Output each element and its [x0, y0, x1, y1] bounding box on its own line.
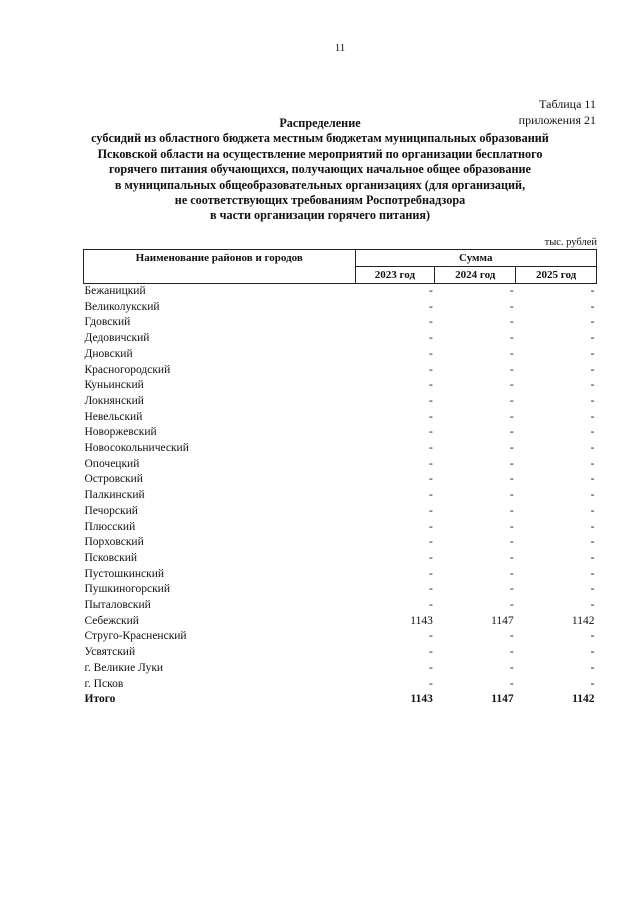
district-name: Плюсский	[84, 520, 136, 533]
amount-2024: -	[509, 300, 514, 313]
district-name: Бежаницкий	[84, 285, 146, 297]
amount-2024: 1147	[491, 693, 514, 706]
table-body	[84, 284, 597, 708]
district-name: Локнянский	[84, 394, 144, 407]
document-title	[60, 116, 580, 224]
amount-2023: -	[428, 394, 433, 407]
amount-2023: -	[428, 599, 433, 612]
district-name: Струго-Красненский	[84, 630, 187, 643]
district-name: Пустошкинский	[84, 567, 165, 580]
amount-2025: -	[590, 379, 595, 392]
header-year-2024: 2024 год	[435, 267, 516, 284]
table-row	[84, 457, 597, 473]
amount-2023: -	[428, 285, 433, 297]
table-row	[84, 567, 597, 583]
amount-2023: -	[428, 630, 433, 643]
district-name: г. Великие Луки	[84, 661, 164, 674]
amount-2023: 1143	[410, 614, 433, 627]
table-row	[84, 378, 597, 394]
table-ref-line2: приложения 21	[518, 113, 596, 127]
amount-2025: -	[590, 520, 595, 533]
table-row	[84, 347, 597, 363]
amount-2023: -	[428, 520, 433, 533]
table-row	[84, 472, 597, 488]
district-name: Пыталовский	[84, 599, 151, 612]
district-name: Новоржевский	[84, 426, 157, 439]
amount-2025: -	[590, 363, 595, 376]
table-row	[84, 363, 597, 379]
table-row	[84, 331, 597, 347]
amount-2023: -	[428, 426, 433, 439]
amount-2025: -	[590, 661, 595, 674]
table-ref-line1: Таблица 11	[539, 97, 596, 111]
amount-2025: -	[590, 347, 595, 360]
amount-2025: -	[590, 567, 595, 580]
amount-2024: -	[509, 567, 514, 580]
amount-2025: -	[590, 442, 595, 455]
amount-2023: 1143	[410, 693, 433, 706]
amount-2025: -	[590, 489, 595, 502]
amount-2024: -	[509, 646, 514, 659]
amount-2023: -	[428, 646, 433, 659]
title-line: в муниципальных общеобразовательных организациях (для организаций,	[114, 177, 526, 192]
amount-2023: -	[428, 442, 433, 455]
amount-2023: -	[428, 567, 433, 580]
amount-2025: -	[590, 536, 595, 549]
amount-2025: -	[590, 457, 595, 470]
table-row	[84, 535, 597, 551]
title-line: в части организации горячего питания)	[209, 208, 431, 223]
table-row	[84, 629, 597, 645]
district-name: Опочецкий	[84, 457, 140, 470]
amount-2025: -	[590, 332, 595, 345]
amount-2023: -	[428, 583, 433, 596]
amount-2025: -	[590, 394, 595, 407]
header-year-2023: 2023 год	[355, 267, 435, 284]
amount-2023: -	[428, 332, 433, 345]
amount-2024: -	[509, 457, 514, 470]
header-year-2025: 2025 год	[516, 267, 597, 284]
title-line: субсидий из областного бюджета местным бюджетам муниципальных образований	[91, 131, 549, 146]
amount-2025: -	[590, 599, 595, 612]
amount-2023: -	[428, 457, 433, 470]
total-row	[84, 692, 597, 708]
district-name: Порховский	[84, 536, 144, 549]
district-name: Псковский	[84, 551, 138, 564]
amount-2023: -	[428, 536, 433, 549]
district-name: Великолукский	[84, 300, 160, 313]
amount-2025: -	[590, 410, 595, 423]
table-row	[84, 441, 597, 457]
table-row	[84, 677, 597, 693]
title-line: горячего питания обучающихся, получающих начальное общее образование	[109, 162, 531, 177]
amount-2024: -	[509, 363, 514, 376]
amount-2025: -	[590, 285, 595, 297]
amount-2025: -	[590, 316, 595, 329]
district-name: Дедовичский	[84, 332, 150, 345]
table-row	[84, 598, 597, 614]
amount-2024: -	[509, 473, 514, 486]
units-label: тыс. рублей	[544, 237, 597, 248]
amount-2025: -	[590, 630, 595, 643]
table-row	[84, 551, 597, 567]
amount-2025: -	[590, 504, 595, 517]
district-name: Гдовский	[84, 316, 131, 329]
amount-2023: -	[428, 473, 433, 486]
amount-2024: -	[509, 551, 514, 564]
amount-2024: -	[509, 426, 514, 439]
district-name: Пушкиногорский	[84, 583, 170, 596]
amount-2023: -	[428, 661, 433, 674]
district-name: Палкинский	[84, 489, 145, 502]
table-row	[84, 394, 597, 410]
district-name: Невельский	[84, 410, 143, 423]
district-name: Куньинский	[84, 379, 144, 392]
table-header-row	[84, 250, 597, 267]
amount-2025: -	[590, 473, 595, 486]
amount-2024: -	[509, 504, 514, 517]
table-row	[84, 504, 597, 520]
amount-2023: -	[428, 363, 433, 376]
district-name: Красногородский	[84, 363, 171, 376]
amount-2023: -	[428, 677, 433, 690]
amount-2024: -	[509, 442, 514, 455]
amount-2024: -	[509, 394, 514, 407]
amount-2023: -	[428, 316, 433, 329]
district-name: Дновский	[84, 347, 133, 360]
amount-2025: -	[590, 677, 595, 690]
amount-2024: 1147	[491, 614, 514, 627]
table-row	[84, 614, 597, 630]
amount-2024: -	[509, 489, 514, 502]
title-line: не соответствующих требованиям Роспотребнадзора	[174, 193, 466, 208]
amount-2024: -	[509, 332, 514, 345]
amount-2023: -	[428, 551, 433, 564]
table-row	[84, 488, 597, 504]
table-row	[84, 315, 597, 331]
amount-2025: -	[590, 300, 595, 313]
amount-2024: -	[509, 583, 514, 596]
page-number: 11	[334, 42, 346, 54]
amount-2025: 1142	[572, 693, 595, 706]
amount-2023: -	[428, 504, 433, 517]
table-row	[84, 284, 597, 300]
header-district-name: Наименование районов и городов	[84, 250, 356, 284]
amount-2024: -	[509, 347, 514, 360]
table-row	[84, 520, 597, 536]
amount-2024: -	[509, 285, 514, 297]
title-line: Псковской области на осуществление мероприятий по организации бесплатного	[97, 146, 543, 161]
district-name: Себежский	[84, 614, 139, 627]
amount-2025: -	[590, 426, 595, 439]
table-row	[84, 410, 597, 426]
table-row	[84, 645, 597, 661]
title-line: Распределение	[279, 116, 361, 130]
district-name: Печорский	[84, 504, 138, 517]
amount-2024: -	[509, 316, 514, 329]
table-row	[84, 425, 597, 441]
district-name: Островский	[84, 473, 143, 486]
amount-2024: -	[509, 410, 514, 423]
amount-2025: -	[590, 583, 595, 596]
amount-2025: -	[590, 551, 595, 564]
amount-2023: -	[428, 347, 433, 360]
amount-2024: -	[509, 520, 514, 533]
table-row	[84, 661, 597, 677]
amount-2024: -	[509, 661, 514, 674]
amount-2023: -	[428, 300, 433, 313]
district-name: Новосокольнический	[84, 442, 189, 455]
subsidy-table	[83, 249, 597, 708]
total-label: Итого	[84, 693, 116, 706]
header-sum: Сумма	[355, 250, 597, 267]
amount-2025: -	[590, 646, 595, 659]
table-row	[84, 582, 597, 598]
amount-2024: -	[509, 677, 514, 690]
amount-2024: -	[509, 599, 514, 612]
amount-2024: -	[509, 536, 514, 549]
amount-2024: -	[509, 630, 514, 643]
amount-2023: -	[428, 379, 433, 392]
district-name: Усвятский	[84, 646, 136, 659]
district-name: г. Псков	[84, 677, 124, 690]
table-row	[84, 300, 597, 316]
amount-2023: -	[428, 489, 433, 502]
amount-2025: 1142	[571, 614, 595, 627]
amount-2023: -	[428, 410, 433, 423]
amount-2024: -	[509, 379, 514, 392]
